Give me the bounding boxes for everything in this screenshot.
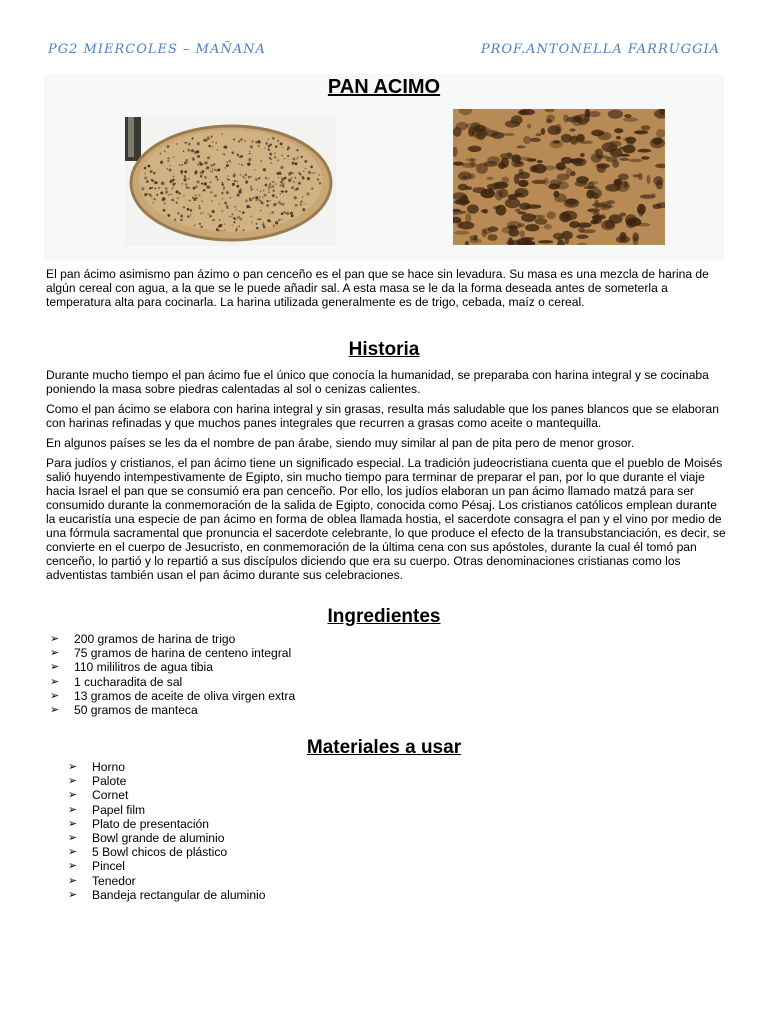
arrowhead-bullet-icon: ➢ — [68, 803, 78, 816]
intro-paragraph-block — [46, 267, 726, 315]
arrowhead-bullet-icon: ➢ — [68, 888, 78, 901]
ingredientes-list — [46, 632, 295, 717]
list-item — [64, 845, 265, 859]
list-item-text: 13 gramos de aceite de oliva virgen extra — [74, 688, 296, 703]
page-header — [48, 42, 720, 60]
list-item — [46, 660, 295, 674]
intro-paragraph: El pan ácimo asimismo pan ázimo o pan cenceño es el pan que se hace sin levadura. Su masa es una mezcla de harina de algún cereal con agua, a la que se le puede añadir sal. A esta masa se le da la forma deseada antes de someterla a temperatura alta para cocinarla. La harina utilizada generalmente es de trigo, cebada, maíz o cereal. — [46, 267, 709, 309]
list-item-text: Horno — [92, 760, 125, 774]
arrowhead-bullet-icon: ➢ — [50, 675, 60, 688]
list-item-text: 200 gramos de harina de trigo — [74, 632, 236, 646]
arrowhead-bullet-icon: ➢ — [68, 832, 78, 845]
list-item — [64, 788, 265, 802]
list-item — [64, 874, 265, 888]
list-item-text: Pincel — [92, 859, 125, 874]
list-item-text: 75 gramos de harina de centeno integral — [74, 646, 292, 661]
historia-paragraph: En algunos países se les da el nombre de pan árabe, siendo muy similar al pan de pita pero de menor grosor. — [46, 436, 635, 450]
list-item — [64, 774, 265, 788]
list-item-text: Tenedor — [92, 873, 136, 888]
arrowhead-bullet-icon: ➢ — [68, 817, 78, 830]
arrowhead-bullet-icon: ➢ — [50, 647, 60, 660]
header-class-label: PG2 MIERCOLES – MAÑANA — [48, 42, 266, 57]
list-item-text: 50 gramos de manteca — [74, 703, 198, 718]
list-item — [64, 803, 265, 817]
arrowhead-bullet-icon: ➢ — [68, 775, 78, 788]
historia-body — [46, 368, 726, 588]
arrowhead-bullet-icon: ➢ — [68, 874, 78, 887]
ingredientes-heading: Ingredientes — [327, 606, 441, 627]
list-item-text: Bandeja rectangular de aluminio — [92, 887, 266, 902]
arrowhead-bullet-icon: ➢ — [50, 633, 60, 645]
list-item — [64, 817, 265, 831]
page-title: PAN ACIMO — [327, 76, 441, 98]
materiales-heading: Materiales a usar — [306, 737, 462, 758]
hero-section — [44, 74, 724, 260]
list-item — [46, 675, 295, 689]
list-item — [46, 689, 295, 703]
list-item — [46, 632, 295, 646]
header-teacher-label: PROF.ANTONELLA FARRUGGIA — [480, 42, 720, 57]
arrowhead-bullet-icon: ➢ — [68, 761, 78, 773]
arrowhead-bullet-icon: ➢ — [68, 860, 78, 873]
historia-paragraph: Durante mucho tiempo el pan ácimo fue el único que conocía la humanidad, se preparaba con harina integral y se cocinaba poniendo la masa sobre piedras calentadas al sol o cenizas calientes. — [46, 368, 709, 396]
list-item — [46, 703, 295, 717]
historia-paragraph: Para judíos y cristianos, el pan ácimo tiene un significado especial. La tradición judeocristiana cuenta que el pueblo de Moisés salió huyendo intempestivamente de Egipto, sin mucho tiempo para terminar de preparar el pan, por lo que durante el viaje hacia Israel el pan que se consumió era pan cenceño. Por ello, los judíos elaboran un pan ácimo llamado matzá para ser consumido durante la conmemoración de la salida de Egipto, conocida como Pésaj. Los cristianos católicos emplean durante la eucaristía una especie de pan ácimo en forma de oblea llamada hostia, el sacerdote consagra el pan y el vino por medio de una fórmula sacramental que pronuncia el sacerdote celebrante, lo que produce el efecto de la transubstanciación, es decir, se convierte en el cuerpo de Jesucristo, en conmemoración de la última cena con sus apóstoles, durante la cual él tomó pan cenceño, lo partió y lo repartió a sus discípulos diciendo que era su cuerpo. Otras denominaciones cristianas como los adventistas también usan el pan ácimo durante sus celebraciones. — [46, 456, 726, 582]
historia-heading: Historia — [348, 339, 420, 360]
list-item-text: Papel film — [92, 802, 146, 817]
list-item — [64, 831, 265, 845]
arrowhead-bullet-icon: ➢ — [68, 846, 78, 859]
list-item-text: 5 Bowl chicos de plástico — [92, 845, 228, 860]
arrowhead-bullet-icon: ➢ — [68, 789, 78, 802]
arrowhead-bullet-icon: ➢ — [50, 689, 60, 702]
list-item-text: Palote — [92, 774, 127, 789]
list-item — [46, 646, 295, 660]
arrowhead-bullet-icon: ➢ — [50, 661, 60, 674]
list-item-text: Cornet — [92, 788, 129, 803]
list-item-text: Bowl grande de aluminio — [92, 831, 225, 846]
list-item-text: 1 cucharadita de sal — [74, 674, 183, 689]
list-item-text: Plato de presentación — [92, 816, 209, 831]
list-item-text: 110 mililitros de agua tibia — [74, 660, 213, 675]
list-item — [64, 760, 265, 774]
materiales-list — [64, 760, 265, 902]
round-matzah-photo — [125, 117, 336, 246]
list-item — [64, 888, 265, 902]
arrowhead-bullet-icon: ➢ — [50, 704, 60, 717]
matzah-closeup-photo — [453, 109, 665, 245]
list-item — [64, 859, 265, 873]
historia-paragraph: Como el pan ácimo se elabora con harina integral y sin grasas, resulta más saludable que los panes blancos que se elaboran con harinas refinadas y que muchos panes integrales que recurren a grasas como aceite o mantequilla. — [46, 402, 719, 430]
